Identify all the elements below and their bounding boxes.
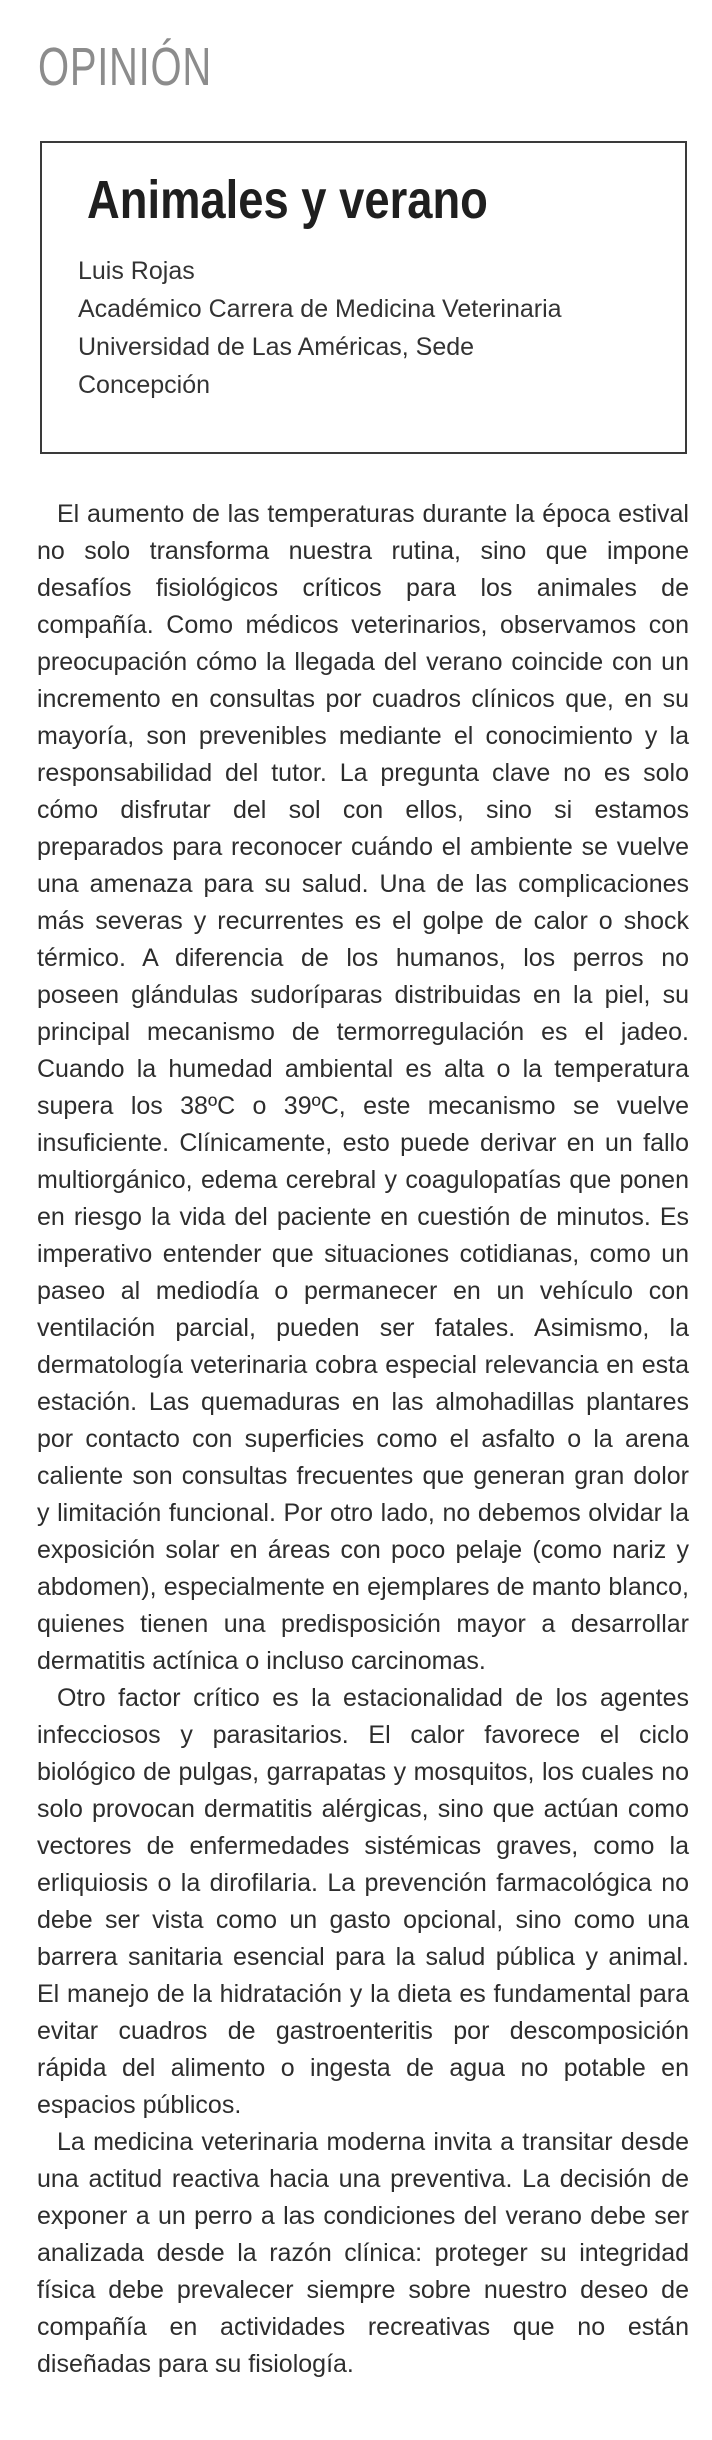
byline xyxy=(78,252,562,404)
section-label: OPINIÓN xyxy=(38,37,212,97)
headline-box xyxy=(40,141,687,454)
article-paragraph-1: El aumento de las temperaturas durante la época estival no solo transforma nuestra rutina, sino que impone desafíos fisiológicos críticos para los animales de compañía. Como médicos veterinarios, observamos con preocupación cómo la llegada del verano coincide con un incremento en consultas por cuadros clínicos que, en su mayoría, son prevenibles mediante el conocimiento y la responsabilidad del tutor. La pregunta clave no es solo cómo disfrutar del sol con ellos, sino si estamos preparados para reconocer cuándo el ambiente se vuelve una amenaza para su salud. Una de las complicaciones más severas y recurrentes es el golpe de calor o shock térmico. A diferencia de los humanos, los perros no poseen glándulas sudoríparas distribuidas en la piel, su principal mecanismo de termorregulación es el jadeo. Cuando la humedad ambiental es alta o la temperatura supera los 38ºC o 39ºC, este mecanismo se vuelve insuficiente. Clínicamente, esto puede derivar en un fallo multiorgánico, edema cerebral y coagulopatías que ponen en riesgo la vida del paciente en cuestión de minutos. Es imperativo entender que situaciones cotidianas, como un paseo al mediodía o permanecer en un vehículo con ventilación parcial, pueden ser fatales. Asimismo, la dermatología veterinaria cobra especial relevancia en esta estación. Las quemaduras en las almohadillas plantares por contacto con superficies como el asfalto o la arena caliente son consultas frecuentes que generan gran dolor y limitación funcional. Por otro lado, no debemos olvidar la exposición solar en áreas con poco pelaje (como nariz y abdomen), especialmente en ejemplares de manto blanco, quienes tienen una predisposición mayor a desarrollar dermatitis actínica o incluso carcinomas. xyxy=(37,500,689,1675)
author-name: Luis Rojas xyxy=(78,257,195,285)
author-role: Académico Carrera de Medicina Veterinaria xyxy=(78,295,562,323)
author-institution: Universidad de Las Américas, Sede xyxy=(78,333,475,361)
article-paragraph-2: Otro factor crítico es la estacionalidad de los agentes infecciosos y parasitarios. El calor favorece el ciclo biológico de pulgas, garrapatas y mosquitos, los cuales no solo provocan dermatitis alérgicas, sino que actúan como vectores de enfermedades sistémicas graves, como la erliquiosis o la dirofilaria. La prevención farmacológica no debe ser vista como un gasto opcional, sino como una barrera sanitaria esencial para la salud pública y animal. El manejo de la hidratación y la dieta es fundamental para evitar cuadros de gastroenteritis por descomposición rápida del alimento o ingesta de agua no potable en espacios públicos. xyxy=(37,1684,689,2119)
headline: Animales y verano xyxy=(87,170,488,230)
article-paragraph-3: La medicina veterinaria moderna invita a transitar desde una actitud reactiva hacia una preventiva. La decisión de exponer a un perro a las condiciones del verano debe ser analizada desde la razón clínica: proteger su integridad física debe prevalecer siempre sobre nuestro deseo de compañía en actividades recreativas que no están diseñadas para su fisiología. xyxy=(37,2128,689,2378)
author-institution-city: Concepción xyxy=(78,371,211,399)
article-body xyxy=(37,496,689,2383)
